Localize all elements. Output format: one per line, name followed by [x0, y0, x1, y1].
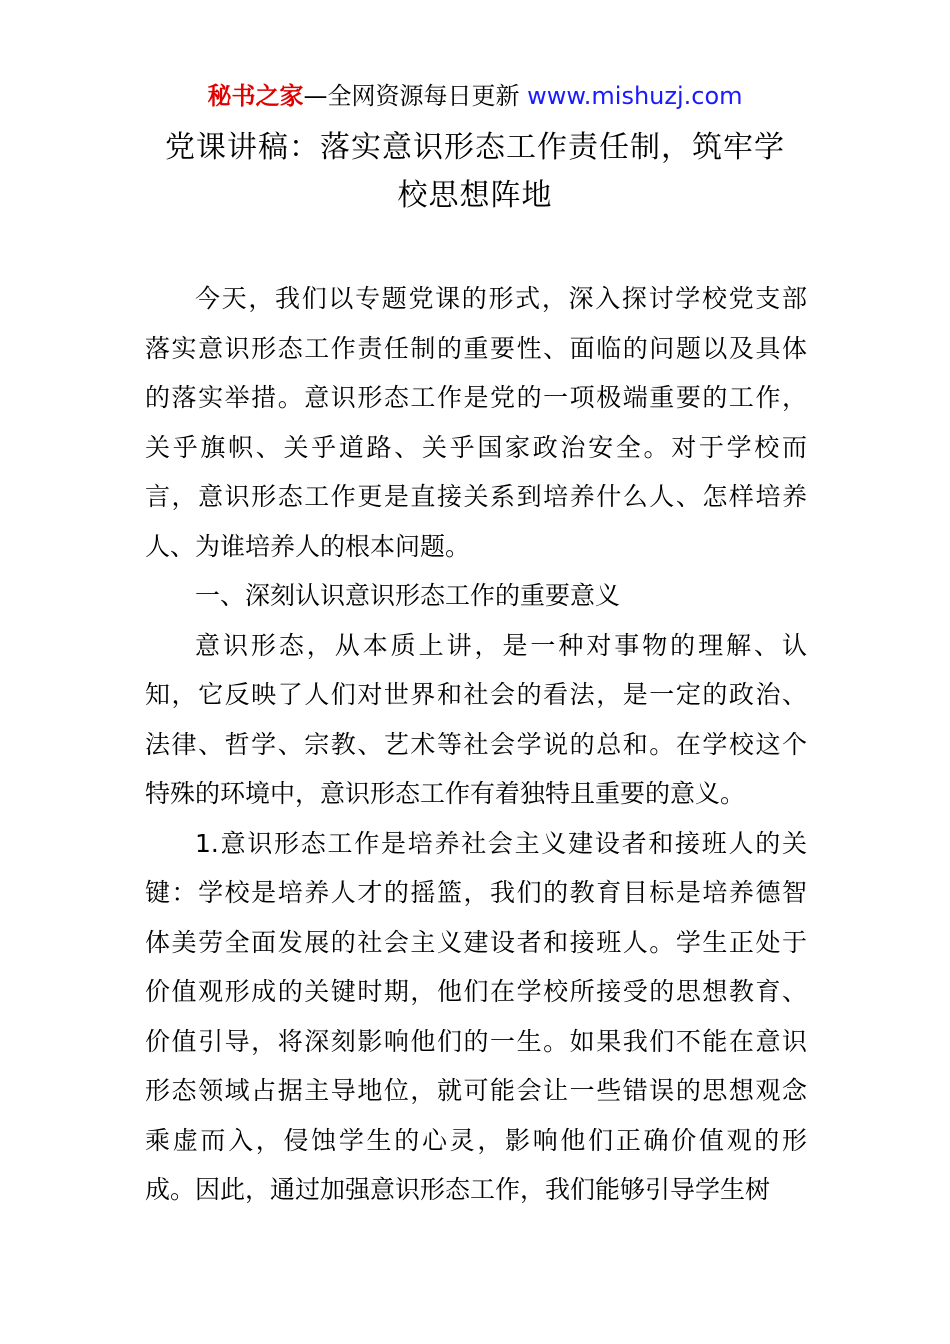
- header-tagline: —全网资源每日更新: [303, 82, 528, 110]
- title-line-1: 党课讲稿：落实意识形态工作责任制，筑牢学: [165, 130, 785, 165]
- site-link[interactable]: www.mishuzj.com: [527, 82, 743, 110]
- paragraph-line: 人、为谁培养人的根本问题。: [145, 531, 471, 561]
- title-line-2: 校思想阵地: [397, 178, 553, 213]
- paragraph-line: 法律、哲学、宗教、艺术等社会学说的总和。在学校这个: [145, 729, 807, 759]
- body-paragraph: [145, 621, 807, 819]
- paragraph-line: 成。因此，通过加强意识形态工作，我们能够引导学生树: [145, 1175, 771, 1204]
- paragraph-line: 的落实举措。意识形态工作是党的一项极端重要的工作，: [145, 383, 807, 412]
- paragraph-line: 知，它反映了人们对世界和社会的看法，是一定的政治、: [145, 680, 807, 709]
- paragraph-line: 意识形态，从本质上讲，是一种对事物的理解、认: [195, 630, 807, 660]
- header-banner: [0, 80, 950, 112]
- paragraph-line: 价值观形成的关键时期，他们在学校所接受的思想教育、: [145, 977, 807, 1006]
- body-paragraph: [145, 274, 807, 571]
- document-title: [140, 124, 810, 220]
- paragraph-line: 今天，我们以专题党课的形式，深入探讨学校党支部: [195, 284, 807, 313]
- paragraph-line: 形态领域占据主导地位，就可能会让一些错误的思想观念: [145, 1076, 807, 1105]
- paragraph-line: 关乎旗帜、关乎道路、关乎国家政治安全。对于学校而: [145, 432, 807, 462]
- document-body: [145, 274, 807, 1215]
- section-heading: [145, 571, 807, 621]
- brand-name: 秘书之家: [207, 82, 304, 110]
- paragraph-line: 1.意识形态工作是培养社会主义建设者和接班人的关: [195, 828, 807, 858]
- paragraph-line: 一、深刻认识意识形态工作的重要意义: [195, 581, 621, 610]
- paragraph-line: 落实意识形态工作责任制的重要性、面临的问题以及具体: [145, 333, 807, 363]
- body-paragraph: [145, 819, 807, 1215]
- paragraph-line: 乘虚而入，侵蚀学生的心灵，影响他们正确价值观的形: [145, 1125, 807, 1155]
- paragraph-line: 键：学校是培养人才的摇篮，我们的教育目标是培养德智: [145, 878, 807, 907]
- paragraph-line: 言，意识形态工作更是直接关系到培养什么人、怎样培养: [145, 482, 807, 511]
- paragraph-line: 价值引导，将深刻影响他们的一生。如果我们不能在意识: [145, 1026, 807, 1056]
- paragraph-line: 体美劳全面发展的社会主义建设者和接班人。学生正处于: [145, 927, 807, 957]
- paragraph-line: 特殊的环境中，意识形态工作有着独特且重要的意义。: [145, 779, 746, 808]
